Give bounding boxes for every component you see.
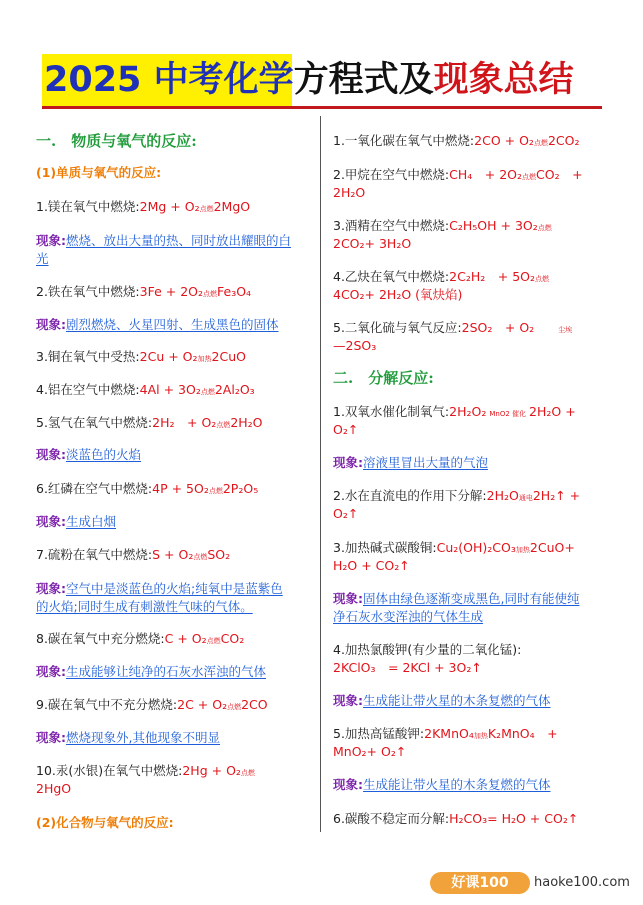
reaction-line: 5.氢气在氧气中燃烧:2H₂ + O₂点燃2H₂O — [36, 415, 263, 430]
watermark-url: haoke100.com — [534, 875, 630, 890]
reaction-line: 6.红磷在空气中燃烧:4P + 5O₂点燃2P₂O₅ — [36, 481, 259, 496]
observation-line: 现象:生成能让带火星的木条复燃的气体 — [333, 777, 551, 792]
subsection-heading-2: (2)化合物与氧气的反应: — [36, 815, 174, 830]
observation-line: 现象:淡蓝色的火焰 — [36, 447, 142, 462]
watermark — [430, 868, 630, 896]
reaction-line: 4.加热氯酸钾(有少量的二氧化锰): — [333, 642, 522, 657]
observation-line: 现象:生成能让带火星的木条复燃的气体 — [333, 693, 551, 708]
reaction-line: 3.酒精在空气中燃烧:C₂H₅OH + 3O₂点燃 — [333, 218, 552, 233]
reaction-line: 2H₂O — [333, 185, 366, 200]
observation-line: 净石灰水变浑浊的气体生成 — [333, 609, 484, 624]
reaction-line: 4CO₂+ 2H₂O (氧炔焰) — [333, 287, 463, 302]
reaction-line: 1.镁在氧气中燃烧:2Mg + O₂点燃2MgO — [36, 199, 251, 214]
observation-line: 现象:生成白烟 — [36, 514, 117, 529]
reaction-line: O₂↑ — [333, 506, 359, 521]
observation-line: 现象:燃烧、放出大量的热、同时放出耀眼的白 — [36, 233, 292, 248]
reaction-line: O₂↑ — [333, 422, 359, 437]
reaction-line: 4.铝在空气中燃烧:4Al + 3O₂点燃2Al₂O₃ — [36, 382, 255, 397]
reaction-line: 2.水在直流电的作用下分解:2H₂O通电2H₂↑ + — [333, 488, 581, 503]
reaction-line: 2KClO₃ = 2KCl + 3O₂↑ — [333, 660, 482, 675]
reaction-line: 3.加热碱式碳酸铜:Cu₂(OH)₂CO₃加热2CuO+ — [333, 540, 575, 555]
reaction-line: 3.铜在氧气中受热:2Cu + O₂加热2CuO — [36, 349, 246, 364]
watermark-brand: 好课100 — [430, 872, 530, 894]
observation-line: 现象:空气中是淡蓝色的火焰;纯氧中是蓝紫色 — [36, 581, 283, 596]
title-banner — [42, 52, 602, 108]
reaction-line: 5.二氧化硫与氧气反应:2SO₂ + O₂ 尘埃 — [333, 320, 573, 335]
column-divider — [320, 116, 321, 832]
observation-line: 现象:固体由绿色逐渐变成黑色,同时有能使纯 — [333, 591, 580, 606]
reaction-line: 9.碳在氧气中不充分燃烧:2C + O₂点燃2CO — [36, 697, 268, 712]
reaction-line: 2HgO — [36, 781, 72, 796]
reaction-line: 2CO₂+ 3H₂O — [333, 236, 412, 251]
reaction-line: 1.一氧化碳在氧气中燃烧:2CO + O₂点燃2CO₂ — [333, 133, 580, 148]
reaction-line: —2SO₃ — [333, 338, 377, 353]
reaction-line: 1.双氧水催化制氧气:2H₂O₂ MnO2 催化 2H₂O + — [333, 404, 576, 419]
reaction-line: 6.碳酸不稳定而分解:H₂CO₃= H₂O + CO₂↑ — [333, 811, 579, 826]
observation-line: 现象:生成能够让纯净的石灰水浑浊的气体 — [36, 664, 267, 679]
reaction-line: 7.硫粉在氧气中燃烧:S + O₂点燃SO₂ — [36, 547, 231, 562]
observation-line: 现象:溶液里冒出大量的气泡 — [333, 455, 489, 470]
reaction-line: MnO₂+ O₂↑ — [333, 744, 407, 759]
reaction-line: 5.加热高锰酸钾:2KMnO₄加热K₂MnO₄ + — [333, 726, 558, 741]
observation-line: 现象:燃烧现象外,其他现象不明显 — [36, 730, 220, 745]
observation-line: 光 — [36, 251, 49, 266]
reaction-line: H₂O + CO₂↑ — [333, 558, 410, 573]
section-heading-2: 二. 分解反应: — [333, 369, 434, 387]
page-title: 2025 中考化学方程式及现象总结 — [44, 60, 574, 100]
reaction-line: 2.铁在氧气中燃烧:3Fe + 2O₂点燃Fe₃O₄ — [36, 284, 252, 299]
title-underline — [42, 106, 602, 109]
reaction-line: 10.汞(水银)在氧气中燃烧:2Hg + O₂点燃 — [36, 763, 255, 778]
reaction-line: 4.乙炔在氧气中燃烧:2C₂H₂ + 5O₂点燃 — [333, 269, 549, 284]
observation-line: 的火焰;同时生成有刺激性气味的气体。 — [36, 599, 253, 614]
subsection-heading-1: (1)单质与氧气的反应: — [36, 165, 162, 180]
reaction-line: 8.碳在氧气中充分燃烧:C + O₂点燃CO₂ — [36, 631, 245, 646]
reaction-line: 2.甲烷在空气中燃烧:CH₄ + 2O₂点燃CO₂ + — [333, 167, 583, 182]
observation-line: 现象:剧烈燃烧、火星四射、生成黑色的固体 — [36, 317, 279, 332]
section-heading-1: 一. 物质与氧气的反应: — [36, 132, 197, 150]
